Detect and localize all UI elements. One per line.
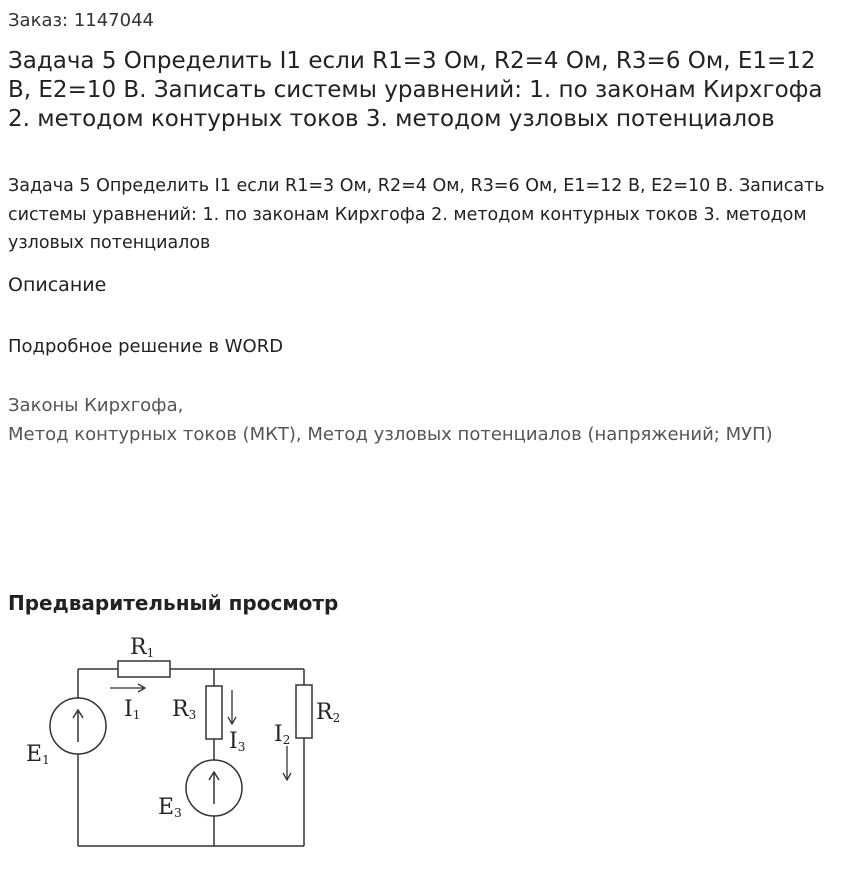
label-i2: I2 <box>274 722 291 747</box>
description-text: Подробное решение в WORD <box>8 336 284 357</box>
arrow-i2 <box>283 746 291 780</box>
label-i1: I1 <box>124 697 141 722</box>
circuit-diagram <box>0 628 400 871</box>
description-heading: Описание <box>8 274 107 296</box>
topic-item: Метод контурных токов (МКТ), Метод узловых потенциалов (напряжений; МУП) <box>8 423 773 445</box>
label-e1: E1 <box>26 742 50 767</box>
resistor-r2 <box>296 685 312 738</box>
label-e3: E3 <box>158 795 182 820</box>
source-e1 <box>50 698 106 754</box>
resistor-r1 <box>118 661 170 677</box>
task-summary: Задача 5 Определить I1 если R1=3 Ом, R2=4 Ом, R3=6 Ом, E1=12 В, E2=10 В. Записать системы уравнений: 1. по законам Кирхгофа 2. методом контурных токов 3. методом узловых потенциалов <box>8 176 825 253</box>
label-r3: R3 <box>172 697 197 722</box>
topics-list <box>8 392 773 449</box>
arrow-i1 <box>110 684 145 692</box>
topic-item: Законы Кирхгофа, <box>8 395 184 416</box>
preview-heading: Предварительный просмотр <box>8 591 339 615</box>
label-r2: R2 <box>316 700 341 725</box>
label-i3: I3 <box>229 729 246 754</box>
resistor-r3 <box>206 686 222 739</box>
source-e3 <box>186 760 242 816</box>
order-number: Заказ: 1147044 <box>8 10 154 31</box>
arrow-i3 <box>228 690 236 724</box>
label-r1: R1 <box>130 635 155 660</box>
page-title: Задача 5 Определить I1 если R1=3 Ом, R2=4 Ом, R3=6 Ом, E1=12 В, E2=10 В. Записать системы уравнений: 1. по законам Кирхгофа 2. методом контурных токов 3. методом узловых потенциалов <box>8 48 823 132</box>
